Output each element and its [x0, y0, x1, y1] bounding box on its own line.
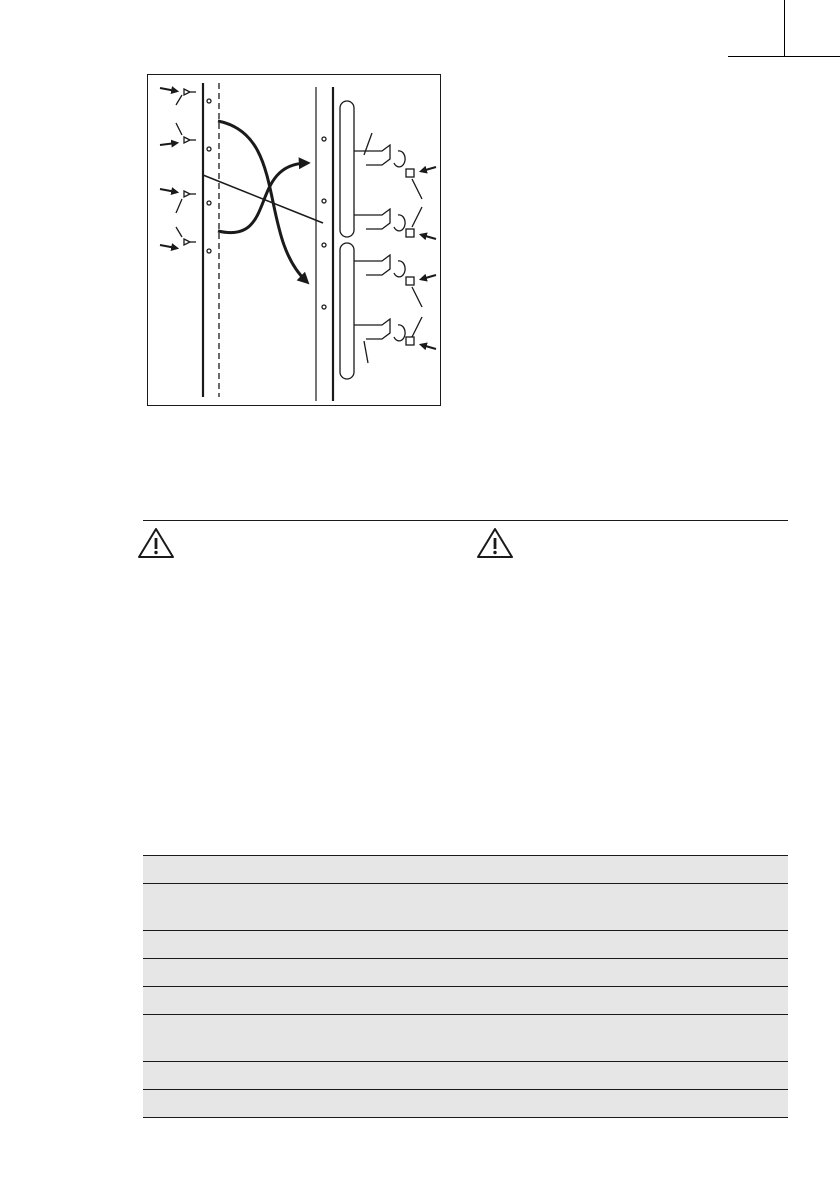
table-cell	[143, 1090, 788, 1118]
table-row	[143, 959, 788, 987]
crop-mark-vertical	[784, 0, 785, 56]
table-cell	[143, 1062, 788, 1090]
left-hinge-side	[176, 83, 219, 397]
swap-arrows	[218, 121, 306, 281]
specification-table	[143, 855, 788, 1118]
table-cell	[143, 884, 788, 931]
warning-triangle-icon	[136, 526, 176, 560]
table-row	[143, 1090, 788, 1118]
table-cell	[143, 987, 788, 1015]
table-cell	[143, 1015, 788, 1062]
table-row	[143, 884, 788, 931]
screw-icon	[184, 89, 196, 245]
arrow-icon	[422, 167, 436, 349]
table-cell	[143, 931, 788, 959]
arrow-icon	[160, 88, 176, 248]
table-row	[143, 856, 788, 884]
table-row	[143, 1062, 788, 1090]
table-cell	[143, 856, 788, 884]
door-reversal-diagram	[147, 74, 441, 406]
table-cell	[143, 959, 788, 987]
table-row	[143, 931, 788, 959]
diagram-drawing	[148, 75, 442, 407]
table-row	[143, 1015, 788, 1062]
warning-triangle-icon	[475, 526, 515, 560]
warning-section-rule	[143, 520, 788, 521]
crop-mark-horizontal	[728, 56, 840, 57]
table-row	[143, 987, 788, 1015]
right-hinge-side	[316, 87, 422, 401]
